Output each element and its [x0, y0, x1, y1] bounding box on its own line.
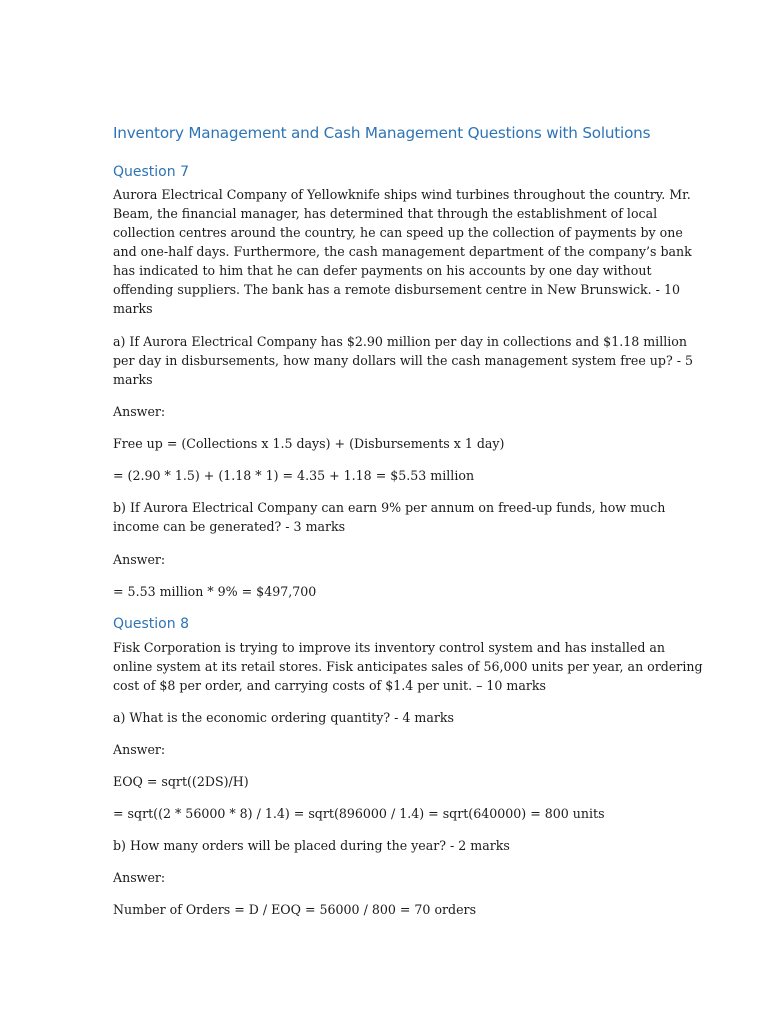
answer-label: Answer: [113, 404, 166, 419]
answer-text: Free up = (Collections x 1.5 days) + (Disbursements x 1 day) [113, 436, 505, 451]
question-7-part-b [113, 498, 666, 536]
document-title: Inventory Management and Cash Management Questions with Solutions [113, 124, 651, 142]
question-8-part-b: b) How many orders will be placed during the year? - 2 marks [113, 838, 510, 853]
question-7-intro [113, 185, 692, 318]
answer-text: Number of Orders = D / EOQ = 56000 / 800 = 70 orders [113, 902, 477, 917]
text-line: income can be generated? - 3 marks [113, 519, 346, 534]
text-line: marks [113, 301, 153, 316]
question-8-intro [113, 638, 703, 695]
question-8-part-a: a) What is the economic ordering quantity? - 4 marks [113, 710, 454, 725]
text-line: Beam, the financial manager, has determined that through the establishment of local [113, 206, 658, 221]
text-line: collection centres around the country, he can speed up the collection of payments by one [113, 225, 683, 240]
text-line: per day in disbursements, how many dollars will the cash management system free up? - 5 [113, 353, 693, 368]
question-7-part-a [113, 332, 693, 389]
text-line: Aurora Electrical Company of Yellowknife ships wind turbines throughout the country. Mr. [113, 187, 691, 202]
question-8-heading: Question 8 [113, 616, 189, 632]
text-line: cost of $8 per order, and carrying costs of $1.4 per unit. – 10 marks [113, 678, 547, 693]
text-line: Fisk Corporation is trying to improve its inventory control system and has installed an [113, 640, 666, 655]
text-line: and one-half days. Furthermore, the cash management department of the company’s bank [113, 244, 692, 259]
answer-text: = (2.90 * 1.5) + (1.18 * 1) = 4.35 + 1.18 = $5.53 million [113, 468, 475, 483]
text-line: online system at its retail stores. Fisk anticipates sales of 56,000 units per year, an ordering [113, 659, 703, 674]
answer-label: Answer: [113, 870, 166, 885]
answer-text: = 5.53 million * 9% = $497,700 [113, 584, 317, 599]
answer-label: Answer: [113, 552, 166, 567]
question-7-heading: Question 7 [113, 164, 189, 180]
text-line: marks [113, 372, 153, 387]
text-line: offending suppliers. The bank has a remote disbursement centre in New Brunswick. - 10 [113, 282, 680, 297]
answer-text: EOQ = sqrt((2DS)/H) [113, 774, 249, 789]
text-line: a) If Aurora Electrical Company has $2.90 million per day in collections and $1.18 million [113, 334, 687, 349]
answer-text: = sqrt((2 * 56000 * 8) / 1.4) = sqrt(896000 / 1.4) = sqrt(640000) = 800 units [113, 806, 605, 821]
text-line: has indicated to him that he can defer payments on his accounts by one day without [113, 263, 652, 278]
text-line: b) If Aurora Electrical Company can earn 9% per annum on freed-up funds, how much [113, 500, 666, 515]
answer-label: Answer: [113, 742, 166, 757]
